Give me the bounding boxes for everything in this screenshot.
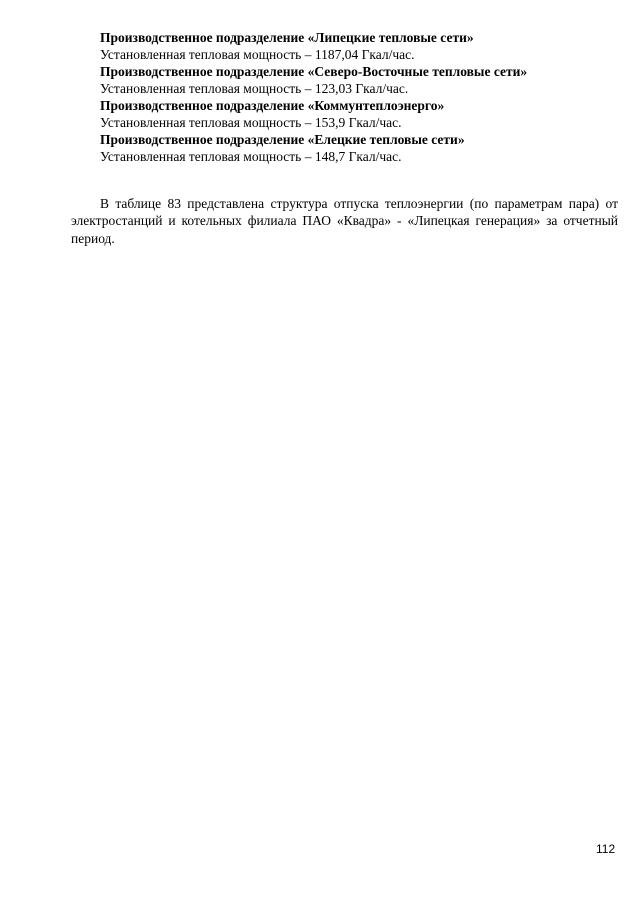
body-paragraph: В таблице 83 представлена структура отпуска теплоэнергии (по параметрам пара) от электростанций и котельных филиала ПАО «Квадра» - «Липецкая генерация» за отчетный период.	[71, 195, 618, 246]
subdivision-list	[100, 29, 620, 165]
subdivision-capacity: Установленная тепловая мощность – 153,9 Гкал/час.	[100, 115, 402, 130]
subdivision-title: Производственное подразделение «Северо-Восточные тепловые сети»	[100, 64, 528, 79]
subdivision-title: Производственное подразделение «Липецкие тепловые сети»	[100, 30, 474, 45]
subdivision-capacity: Установленная тепловая мощность – 123,03 Гкал/час.	[100, 81, 409, 96]
subdivision-title: Производственное подразделение «Коммунтеплоэнерго»	[100, 98, 445, 113]
subdivision-title: Производственное подразделение «Елецкие тепловые сети»	[100, 132, 465, 147]
subdivision-capacity: Установленная тепловая мощность – 148,7 Гкал/час.	[100, 149, 402, 164]
subdivision-capacity: Установленная тепловая мощность – 1187,04 Гкал/час.	[100, 47, 415, 62]
page-number: 112	[596, 842, 616, 856]
